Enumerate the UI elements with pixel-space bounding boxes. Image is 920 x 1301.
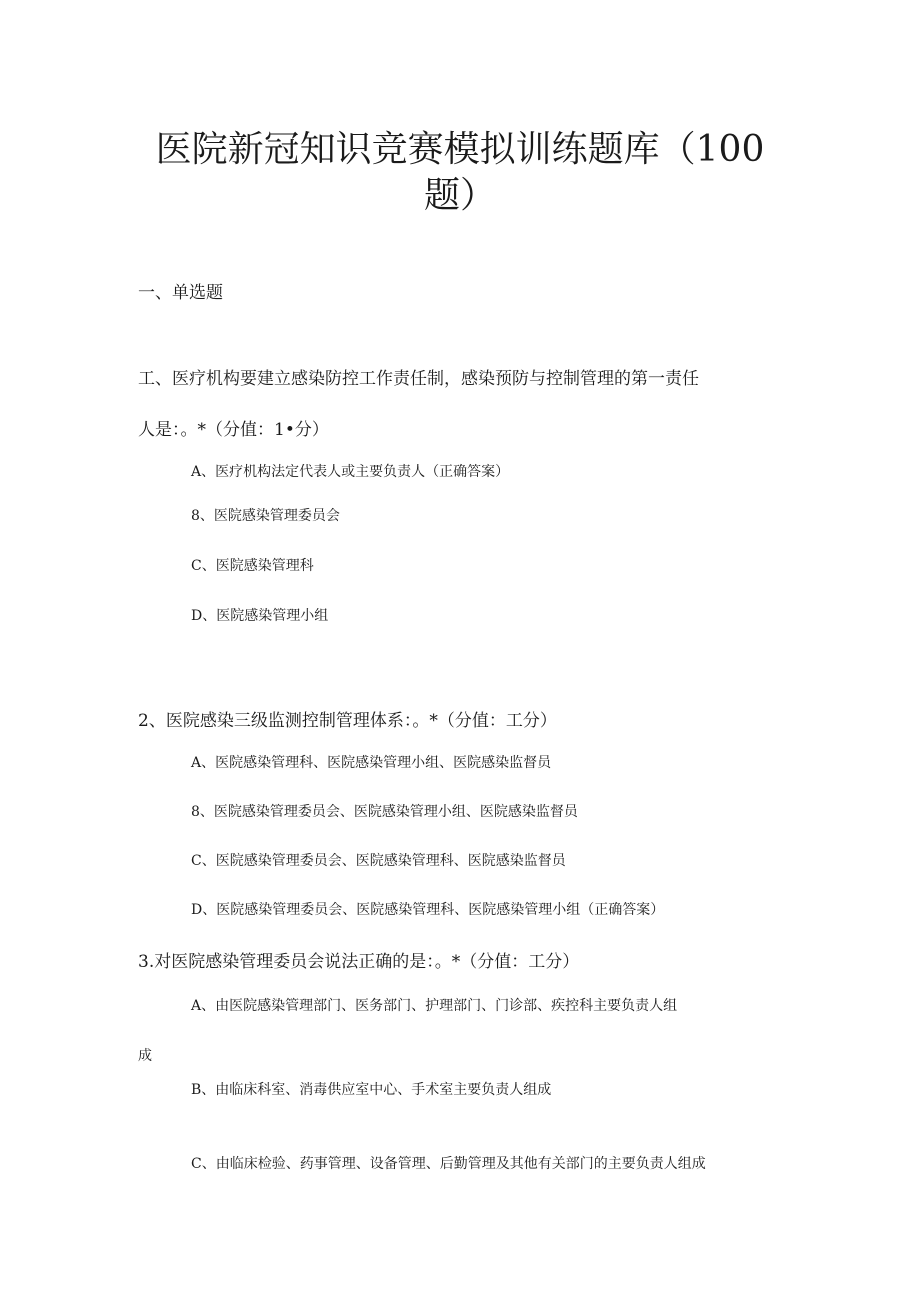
question-3-option-a-line2: 成 <box>138 1048 152 1064</box>
question-1-option-c: C、医院感染管理科 <box>191 558 314 574</box>
question-2-option-b: 8、医院感染管理委员会、医院感染管理小组、医院感染监督员 <box>191 804 578 820</box>
document-title-line2: 题） <box>423 175 496 216</box>
question-3: 3.对医院感染管理委员会说法正确的是：。*（分值：工分） <box>138 952 580 972</box>
question-3-option-b: B、由临床科室、消毒供应室中心、手术室主要负责人组成 <box>191 1082 552 1098</box>
question-1-option-d: D、医院感染管理小组 <box>191 608 329 624</box>
question-1-option-a: A、医疗机构法定代表人或主要负责人（正确答案） <box>191 464 510 480</box>
document-title-line1: 医院新冠知识竞赛模拟训练题库（100 <box>155 129 765 170</box>
question-2-option-a: A、医院感染管理科、医院感染管理小组、医院感染监督员 <box>191 755 552 771</box>
question-1-line2: 人是：。*（分值：1•分） <box>138 420 329 440</box>
question-2-option-c: C、医院感染管理委员会、医院感染管理科、医院感染监督员 <box>191 853 566 869</box>
question-2: 2、医院感染三级监测控制管理体系：。*（分值：工分） <box>138 711 557 731</box>
question-1-line1: 工、医疗机构要建立感染防控工作责任制，感染预防与控制管理的第一责任 <box>138 369 699 389</box>
question-1-option-b: 8、医院感染管理委员会 <box>191 508 340 524</box>
section-heading: 一、单选题 <box>138 283 223 303</box>
question-3-option-a-line1: A、由医院感染管理部门、医务部门、护理部门、门诊部、疾控科主要负责人组 <box>191 998 678 1014</box>
question-3-option-c: C、由临床检验、药事管理、设备管理、后勤管理及其他有关部门的主要负责人组成 <box>191 1156 706 1172</box>
question-2-option-d: D、医院感染管理委员会、医院感染管理科、医院感染管理小组（正确答案） <box>191 902 665 918</box>
